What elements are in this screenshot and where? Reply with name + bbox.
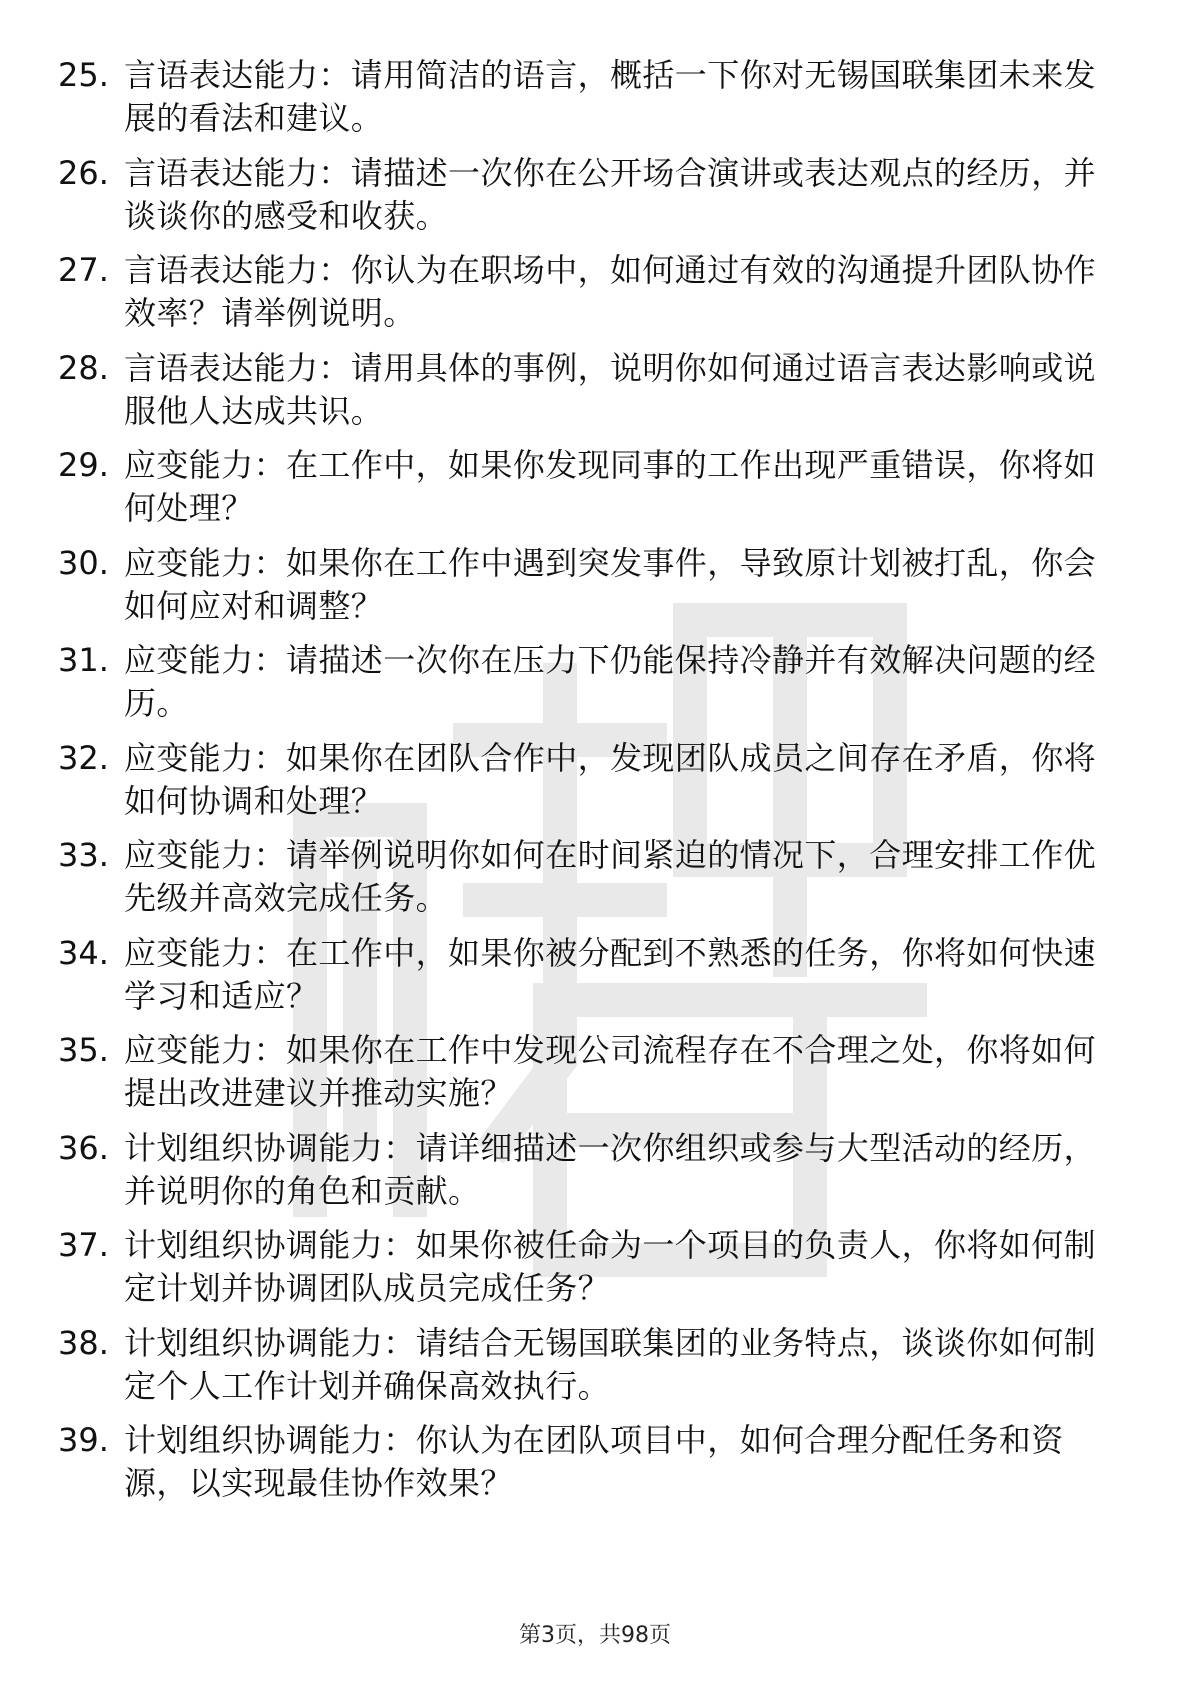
question-text: 计划组织协调能力：请结合无锡国联集团的业务特点，谈谈你如何制定个人工作计划并确保高效执行。 [124, 1323, 1097, 1405]
question-text: 应变能力：请举例说明你如何在时间紧迫的情况下，合理安排工作优先级并高效完成任务。 [124, 836, 1097, 917]
question-number: 29. [58, 446, 109, 484]
question-item [58, 1127, 1118, 1225]
question-text: 应变能力：如果你在团队合作中，发现团队成员之间存在矛盾，你将如何协调和处理？ [124, 738, 1097, 820]
question-item [58, 1322, 1118, 1420]
question-text: 应变能力：请描述一次你在压力下仍能保持冷静并有效解决问题的经历。 [124, 641, 1097, 722]
question-number: 36. [58, 1128, 109, 1167]
question-item [58, 444, 1118, 542]
question-text: 应变能力：在工作中，如果你被分配到不熟悉的任务，你将如何快速学习和适应？ [124, 933, 1097, 1015]
question-number: 38. [58, 1323, 109, 1362]
question-item [58, 1419, 1118, 1517]
question-number: 28. [58, 348, 109, 387]
question-item [58, 1029, 1118, 1127]
question-item [58, 932, 1118, 1030]
question-item [58, 737, 1118, 835]
question-text: 应变能力：如果你在工作中发现公司流程存在不合理之处，你将如何提出改进建议并推动实施？ [124, 1031, 1097, 1112]
question-text: 言语表达能力：请描述一次你在公开场合演讲或表达观点的经历，并谈谈你的感受和收获。 [124, 153, 1097, 235]
page-footer [0, 1618, 1190, 1649]
page-number-label: 第3页，共98页 [519, 1623, 671, 1648]
question-text: 计划组织协调能力：请详细描述一次你组织或参与大型活动的经历，并说明你的角色和贡献。 [124, 1128, 1097, 1210]
question-item [58, 639, 1118, 737]
question-number: 31. [58, 641, 109, 679]
question-text: 言语表达能力：请用简洁的语言，概括一下你对无锡国联集团未来发展的看法和建议。 [124, 56, 1097, 137]
question-text: 应变能力：在工作中，如果你发现同事的工作出现严重错误，你将如何处理？ [124, 446, 1097, 527]
question-text: 言语表达能力：请用具体的事例，说明你如何通过语言表达影响或说服他人达成共识。 [124, 348, 1097, 430]
question-number: 35. [58, 1031, 109, 1069]
question-text: 应变能力：如果你在工作中遇到突发事件，导致原计划被打乱，你会如何应对和调整？ [124, 543, 1097, 625]
question-item [58, 347, 1118, 445]
question-number: 34. [58, 933, 109, 972]
question-number: 27. [58, 251, 109, 289]
question-text: 计划组织协调能力：如果你被任命为一个项目的负责人，你将如何制定计划并协调团队成员完成任务？ [124, 1226, 1097, 1307]
question-item [58, 152, 1118, 250]
question-number: 33. [58, 836, 109, 874]
question-number: 37. [58, 1226, 109, 1264]
question-number: 39. [58, 1421, 109, 1459]
question-item [58, 249, 1118, 347]
question-item [58, 542, 1118, 640]
question-list [58, 54, 1118, 1517]
question-number: 32. [58, 738, 109, 777]
question-text: 计划组织协调能力：你认为在团队项目中，如何合理分配任务和资源，以实现最佳协作效果？ [124, 1421, 1064, 1502]
question-number: 30. [58, 543, 109, 582]
question-item [58, 1224, 1118, 1322]
question-item [58, 834, 1118, 932]
question-number: 25. [58, 56, 109, 94]
question-item [58, 54, 1118, 152]
question-number: 26. [58, 153, 109, 192]
question-text: 言语表达能力：你认为在职场中，如何通过有效的沟通提升团队协作效率？请举例说明。 [124, 251, 1097, 332]
